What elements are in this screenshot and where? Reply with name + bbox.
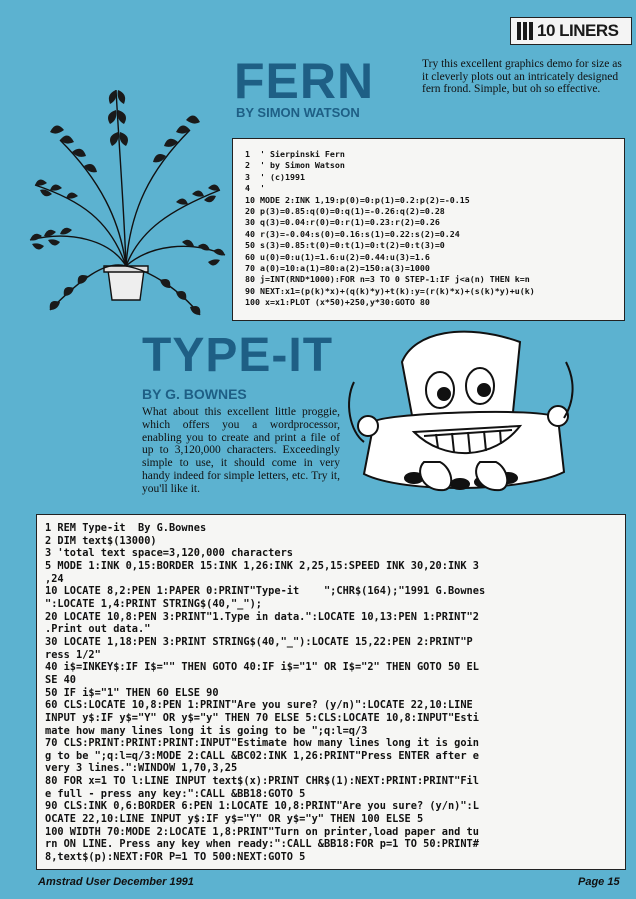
code-line: 70 CLS:PRINT:PRINT:PRINT:INPUT"Estimate how many lines long it is goin [45, 737, 479, 750]
fern-title: FERN [234, 53, 375, 109]
code-line: 60 CLS:LOCATE 10,8:PEN 1:PRINT"Are you sure? (y/n)":LOCATE 22,10:LINE [45, 699, 473, 712]
code-line: 8,text$(p):NEXT:FOR P=1 TO 500:NEXT:GOTO 5 [45, 851, 306, 864]
code-line: ":LOCATE 1,4:PRINT STRING$(40,"_"); [45, 597, 262, 610]
code-line: very 3 lines.":WINDOW 1,70,3,25 [45, 762, 238, 775]
code-line: 10 LOCATE 8,2:PEN 1:PAPER 0:PRINT"Type-it ";CHR$(164);"1991 G.Bownes [45, 585, 486, 598]
publication-footer: Amstrad User December 1991 [38, 876, 194, 888]
code-line: ,24 [45, 572, 64, 585]
code-line: 90 CLS:INK 0,6:BORDER 6:PEN 1:LOCATE 10,8:PRINT"Are you sure? (y/n)":L [45, 800, 479, 813]
code-line: 100 x=x1:PLOT (x*50)+250,y*30:GOTO 80 [245, 297, 430, 308]
code-line: 40 i$=INKEY$:IF I$="" THEN GOTO 40:IF i$="1" OR I$="2" THEN GOTO 50 EL [45, 661, 479, 674]
code-line: mate how many lines long it is going to be ";q:l=q/3 [45, 724, 368, 737]
fern-byline: BY SIMON WATSON [236, 105, 360, 120]
typeit-byline: BY G. BOWNES [142, 386, 247, 402]
code-line: 100 WIDTH 70:MODE 2:LOCATE 1,8:PRINT"Turn on printer,load paper and tu [45, 825, 479, 838]
bars-icon [517, 22, 533, 40]
code-line: 3 ' (c)1991 [245, 171, 305, 182]
code-line: .Print out data." [45, 623, 151, 636]
code-line: 60 u(0)=0:u(1)=1.6:u(2)=0.44:u(3)=1.6 [245, 251, 430, 262]
page-number: Page 15 [578, 876, 620, 888]
code-line: 10 MODE 2:INK 1,19:p(0)=0:p(1)=0.2:p(2)=-0.15 [245, 194, 470, 205]
code-line: SE 40 [45, 673, 76, 686]
code-line: INPUT y$:IF y$="Y" OR y$="y" THEN 70 ELSE 5:CLS:LOCATE 10,8:INPUT"Esti [45, 711, 479, 724]
code-line: OCATE 22,10:LINE INPUT y$:IF y$="Y" OR y$="y" THEN 100 ELSE 5 [45, 813, 424, 826]
fern-plant-illustration [20, 60, 232, 322]
code-line: 50 s(3)=0.85:t(0)=0:t(1)=0:t(2)=0:t(3)=0 [245, 240, 445, 251]
code-line: g to be ";q:l=q/3:MODE 2:CALL &BC02:INK 1,26:PRINT"Press ENTER after e [45, 749, 479, 762]
code-line: 1 REM Type-it By G.Bownes [45, 522, 207, 534]
typeit-code-listing [36, 514, 626, 870]
code-line: e full - press any key:":CALL &BB18:GOTO 5 [45, 787, 306, 800]
section-badge [510, 17, 632, 45]
code-line: 20 LOCATE 10,8:PEN 3:PRINT"1.Type in data.":LOCATE 10,13:PEN 1:PRINT"2 [45, 610, 479, 623]
code-line: 1 ' Sierpinski Fern [245, 149, 345, 159]
code-line: 20 p(3)=0.85:q(0)=0:q(1)=-0.26:q(2)=0.28 [245, 206, 445, 217]
code-line: 40 r(3)=-0.04:s(0)=0.16:s(1)=0.22:s(2)=0.24 [245, 228, 460, 239]
code-line: 3 'total text space=3,120,000 characters [45, 547, 293, 560]
code-line: 90 NEXT:x1=(p(k)*x)+(q(k)*y)+t(k):y=(r(k)*x)+(s(k)*y)+u(k) [245, 285, 535, 296]
typeit-title: TYPE-IT [142, 329, 334, 382]
fern-code-listing [232, 138, 625, 321]
code-line: 5 MODE 1:INK 0,15:BORDER 15:INK 1,26:INK 2,25,15:SPEED INK 30,20:INK 3 [45, 559, 479, 572]
code-line: rn ON LINE. Press any key when ready:":CALL &BB18:FOR p=1 TO 50:PRINT# [45, 838, 479, 851]
code-line: 2 DIM text$(13000) [45, 534, 157, 547]
code-line: 70 a(0)=10:a(1)=80:a(2)=150:a(3)=1000 [245, 263, 430, 274]
code-line: 80 FOR x=1 TO l:LINE INPUT text$(x):PRINT CHR$(1):NEXT:PRINT:PRINT"Fil [45, 775, 479, 788]
code-line: ress 1/2" [45, 648, 101, 661]
typewriter-cartoon-illustration [344, 322, 576, 502]
code-line: 4 ' [245, 183, 265, 194]
code-line: 80 j=INT(RND*1000):FOR n=3 TO 0 STEP-1:IF j<a(n) THEN k=n [245, 274, 530, 285]
typeit-blurb: What about this excellent little proggie, which offers you a wordprocessor, enabling you to create and print a file of up to 3,120,000 characters. Exceedingly simple to use, it should come in very handy indeed for simple letters, etc. Try it, you'll like it. [142, 406, 340, 495]
section-badge-label: 10 LINERS [537, 21, 619, 40]
code-line: 2 ' by Simon Watson [245, 160, 345, 171]
code-line: 50 IF i$="1" THEN 60 ELSE 90 [45, 686, 219, 699]
code-line: 30 LOCATE 1,18:PEN 3:PRINT STRING$(40,"_"):LOCATE 15,22:PEN 2:PRINT"P [45, 635, 473, 648]
fern-blurb: Try this excellent graphics demo for size as it cleverly plots out an intricately designed fern frond. Simple, but oh so effective. [422, 58, 622, 95]
code-line: 30 q(3)=0.04:r(0)=0:r(1)=0.23:r(2)=0.26 [245, 217, 440, 228]
